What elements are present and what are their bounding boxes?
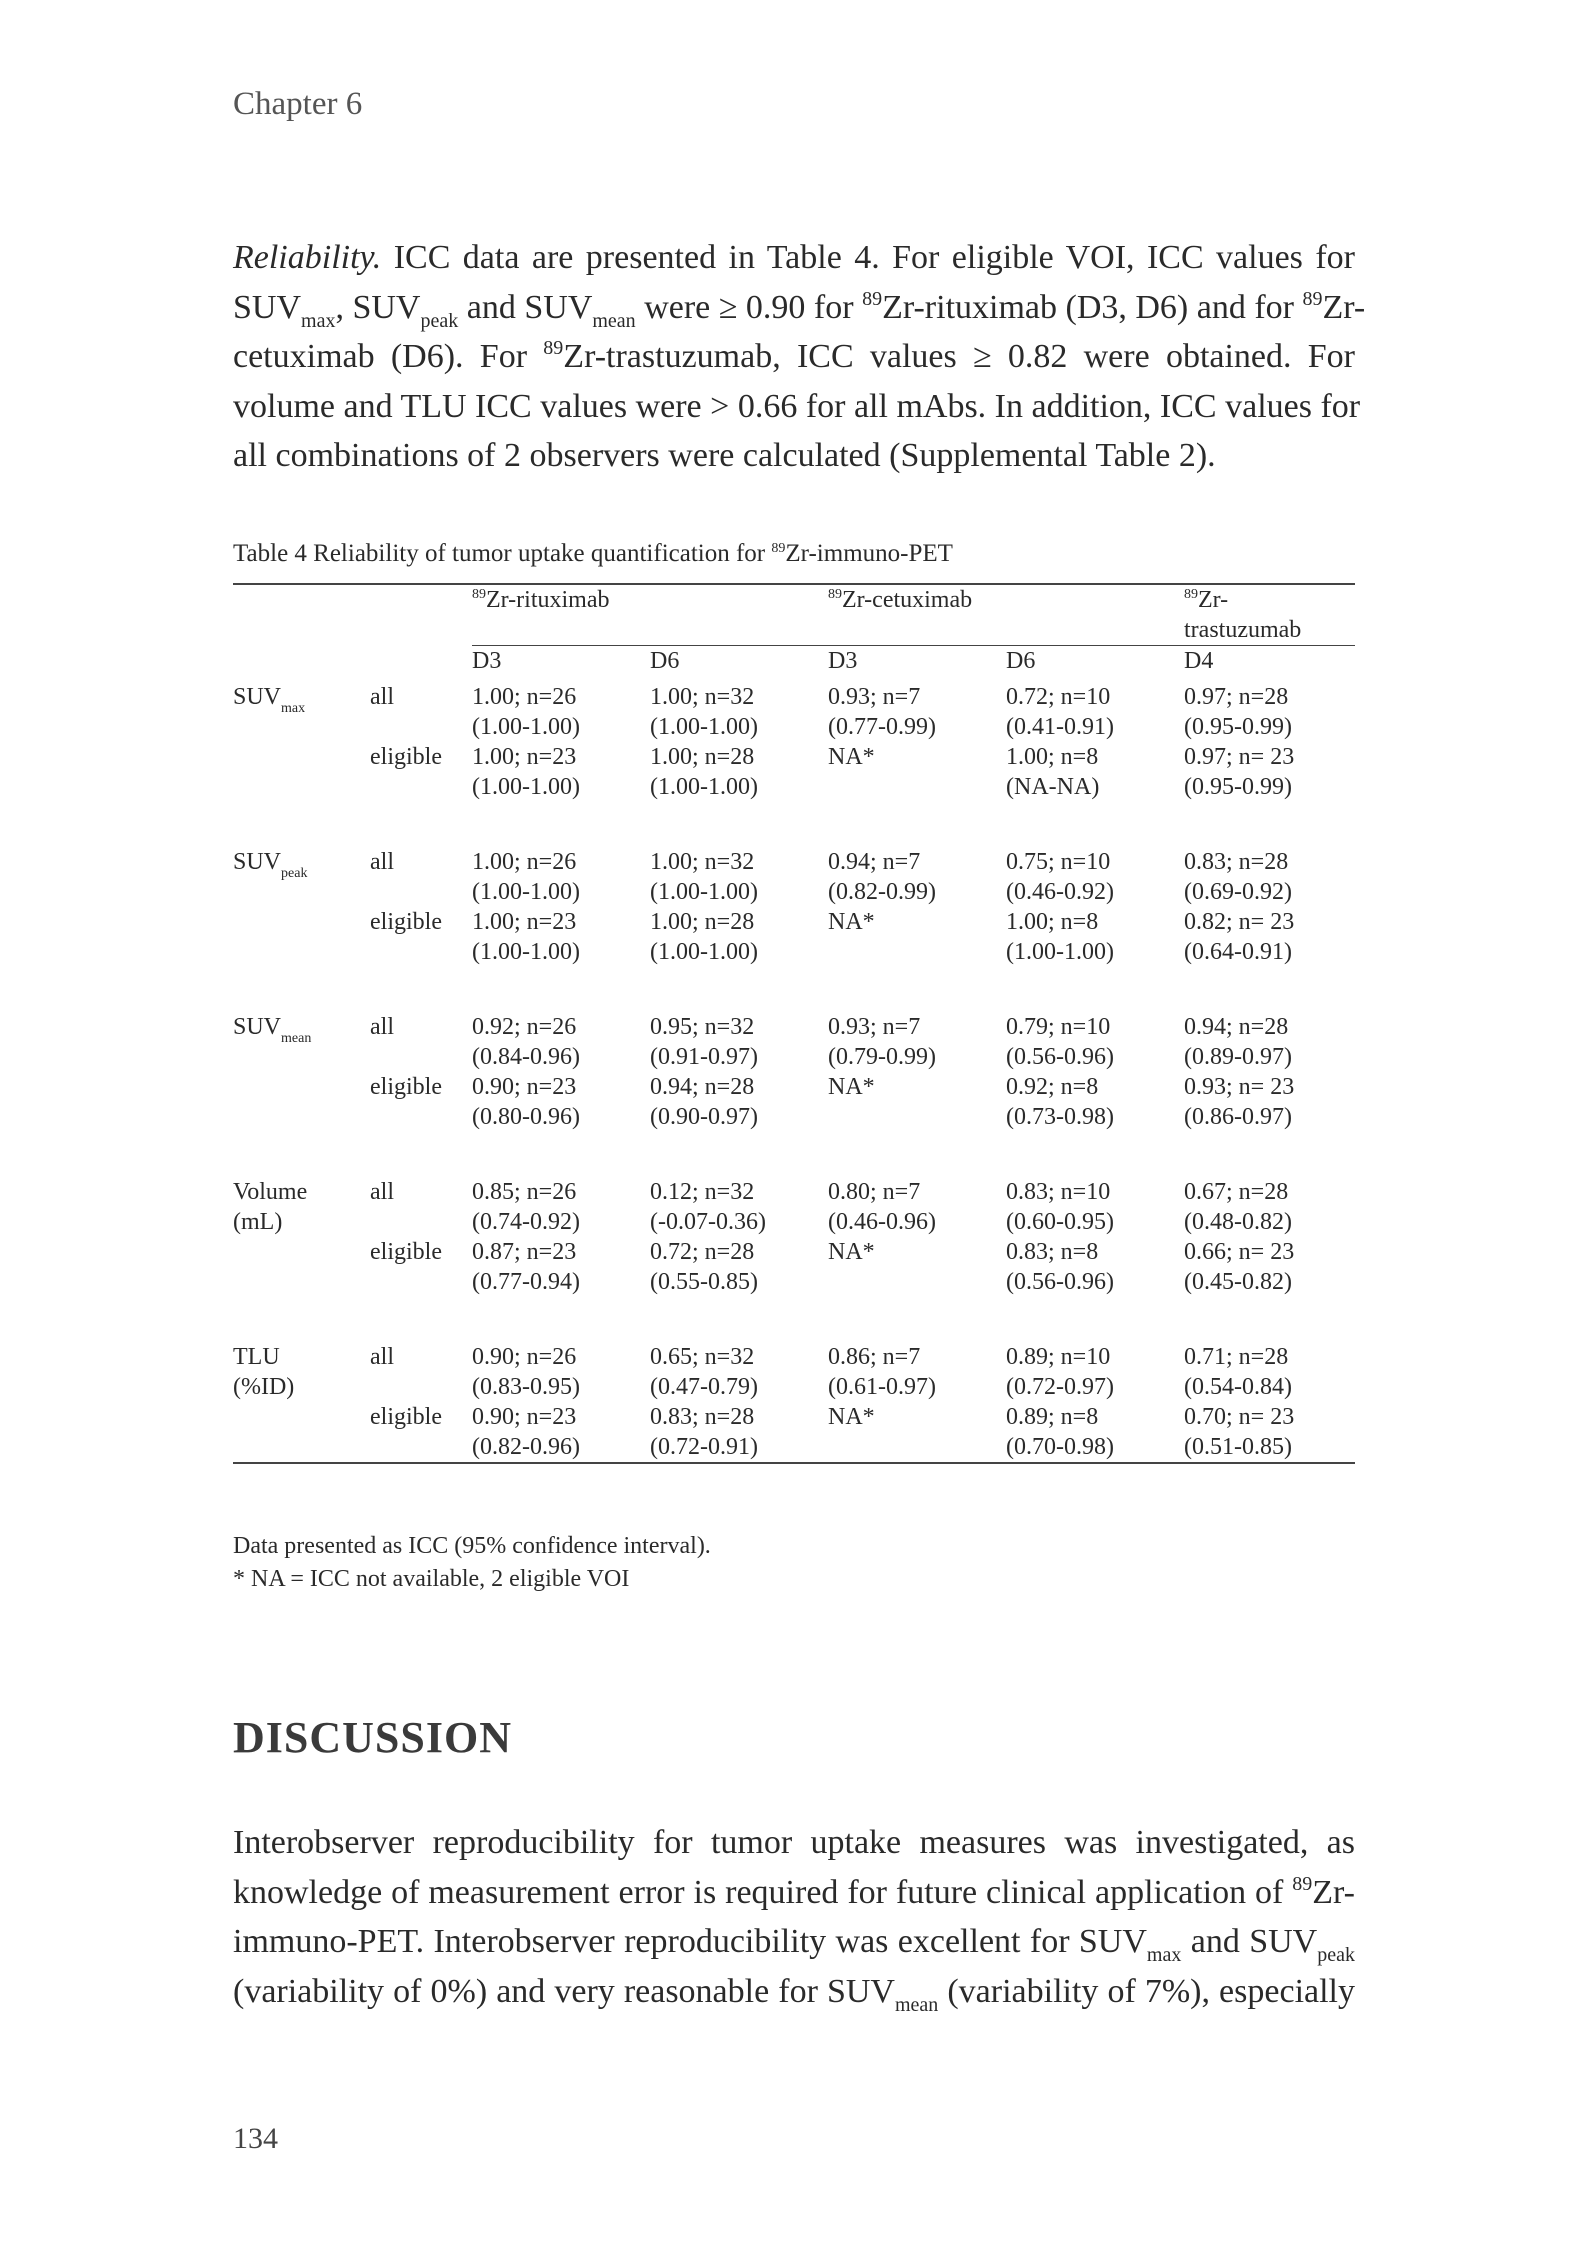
cell-value: 1.00; n=23 <box>472 909 577 935</box>
measure-label <box>233 1072 370 1132</box>
cell-value: 0.75; n=10 <box>1006 849 1111 875</box>
measure-name: SUV <box>233 684 282 710</box>
table-cell <box>472 742 650 802</box>
table-cell <box>828 907 1006 967</box>
table-cell <box>828 742 1006 802</box>
table-cell <box>828 1342 1006 1402</box>
empty-cell <box>233 584 370 646</box>
table-cell <box>1006 847 1184 907</box>
empty-cell <box>233 646 370 683</box>
cell-value: 0.70; n= 23 <box>1184 1404 1295 1430</box>
cell-interval: (NA-NA) <box>1006 774 1100 800</box>
table-cell <box>1006 1012 1184 1072</box>
cell-interval: (1.00-1.00) <box>650 714 758 740</box>
cell-interval: (1.00-1.00) <box>472 714 580 740</box>
row-label: eligible <box>370 1402 472 1463</box>
table-note: * NA = ICC not available, 2 eligible VOI <box>233 1566 630 1592</box>
subscript: peak <box>1317 1944 1355 1966</box>
cell-interval: (0.80-0.96) <box>472 1104 580 1130</box>
cell-value: 0.83; n=28 <box>650 1404 755 1430</box>
cell-value: 0.94; n=7 <box>828 849 921 875</box>
superscript: 89 <box>862 287 883 310</box>
table-row <box>233 1177 1355 1237</box>
cell-interval: (0.89-0.97) <box>1184 1044 1292 1070</box>
discussion-line-1: Interobserver reproducibility for tumor uptake measures was investigated, as <box>233 1824 1355 1861</box>
cell-value: 0.93; n=7 <box>828 1014 921 1040</box>
text-run: SUV <box>233 288 302 326</box>
subscript: max <box>281 701 306 716</box>
measure-name: TLU <box>233 1344 280 1370</box>
cell-interval: (0.79-0.99) <box>828 1044 936 1070</box>
cell-value: 0.71; n=28 <box>1184 1344 1289 1370</box>
cell-value: 0.97; n=28 <box>1184 684 1289 710</box>
cell-interval: (0.90-0.97) <box>650 1104 758 1130</box>
cell-value: 0.86; n=7 <box>828 1344 921 1370</box>
cell-value: NA* <box>828 909 875 935</box>
text-run: Zr- <box>1198 587 1229 613</box>
cell-interval: (0.77-0.94) <box>472 1269 580 1295</box>
text-run: Zr-rituximab (D3, D6) and for <box>882 288 1303 326</box>
group-header-cetuximab <box>828 584 1184 646</box>
text-run: (variability of 0%) and very reasonable for SUV <box>233 1972 895 2010</box>
text-run: knowledge of measurement error is required for future clinical application of <box>233 1873 1293 1911</box>
table-row <box>233 742 1355 802</box>
table-cell <box>1006 1177 1184 1237</box>
group-header-trastuzumab <box>1184 584 1355 646</box>
reliability-line-5: all combinations of 2 observers were calculated (Supplemental Table 2). <box>233 437 1216 474</box>
day-header: D3 <box>828 646 1006 683</box>
cell-value: 1.00; n=32 <box>650 684 755 710</box>
reliability-line-2 <box>233 283 1366 333</box>
cell-value: 1.00; n=32 <box>650 849 755 875</box>
text-run: trastuzumab <box>1184 617 1302 643</box>
text-run: Zr-cetuximab <box>842 587 973 613</box>
cell-interval: (0.69-0.92) <box>1184 879 1292 905</box>
table-cell <box>828 1072 1006 1132</box>
text-run: were ≥ 0.90 for <box>635 288 863 326</box>
table-cell <box>1184 1237 1355 1297</box>
cell-interval: (0.91-0.97) <box>650 1044 758 1070</box>
superscript: 89 <box>771 541 786 556</box>
table-cell <box>1184 907 1355 967</box>
cell-interval: (1.00-1.00) <box>472 774 580 800</box>
table-cell <box>650 1342 828 1402</box>
text-run: Zr-trastuzumab, ICC values ≥ 0.82 were obtained. For <box>563 338 1355 375</box>
measure-label <box>233 1342 370 1402</box>
text-run: Zr- <box>1312 1873 1355 1911</box>
measure-label <box>233 1177 370 1237</box>
discussion-line-3 <box>233 1917 1355 1967</box>
table-cell <box>472 1012 650 1072</box>
text-run: Table 4 Reliability of tumor uptake quantification for <box>233 540 772 567</box>
cell-value: 0.80; n=7 <box>828 1179 921 1205</box>
text-run: ICC data are presented in Table 4. For eligible VOI, ICC values for <box>381 239 1355 276</box>
table-cell <box>650 907 828 967</box>
table-cell <box>650 1072 828 1132</box>
cell-interval: (1.00-1.00) <box>650 774 758 800</box>
table-cell <box>650 1402 828 1463</box>
table-cell <box>1006 907 1184 967</box>
table-cell <box>472 1342 650 1402</box>
spacer-cell <box>233 1297 1355 1342</box>
cell-value: 0.82; n= 23 <box>1184 909 1295 935</box>
cell-value: 0.93; n=7 <box>828 684 921 710</box>
cell-value: 1.00; n=28 <box>650 909 755 935</box>
cell-interval: (0.55-0.85) <box>650 1269 758 1295</box>
measure-name: Volume <box>233 1179 308 1205</box>
table-cell <box>1006 682 1184 742</box>
cell-interval: (0.46-0.92) <box>1006 879 1114 905</box>
table-cell <box>828 682 1006 742</box>
cell-value: 1.00; n=26 <box>472 849 577 875</box>
cell-value: 0.83; n=10 <box>1006 1179 1111 1205</box>
page-number: 134 <box>233 2122 278 2155</box>
table-cell <box>1006 1402 1184 1463</box>
cell-interval: (0.56-0.96) <box>1006 1269 1114 1295</box>
reliability-paragraph <box>233 233 1366 481</box>
section-heading: DISCUSSION <box>233 1713 512 1762</box>
cell-interval: (0.74-0.92) <box>472 1209 580 1235</box>
table-cell <box>472 1237 650 1297</box>
day-header: D4 <box>1184 646 1355 683</box>
table-cell <box>472 907 650 967</box>
table-cell <box>650 1177 828 1237</box>
cell-value: 0.72; n=28 <box>650 1239 755 1265</box>
table-cell <box>650 682 828 742</box>
subscript: mean <box>592 309 636 332</box>
discussion-line-2 <box>233 1868 1355 1918</box>
cell-interval: (-0.07-0.36) <box>650 1209 766 1235</box>
cell-value: 0.94; n=28 <box>1184 1014 1289 1040</box>
cell-value: 0.90; n=23 <box>472 1404 577 1430</box>
cell-value: 0.67; n=28 <box>1184 1179 1289 1205</box>
cell-interval: (0.82-0.96) <box>472 1434 580 1460</box>
reliability-line-4: volume and TLU ICC values were > 0.66 for all mAbs. In addition, ICC values for <box>233 387 1361 425</box>
row-label: eligible <box>370 909 442 935</box>
measure-label <box>233 1012 370 1072</box>
table-notes <box>233 1530 711 1596</box>
subscript: peak <box>281 866 308 881</box>
table-cell <box>650 742 828 802</box>
row-label: eligible <box>370 1074 442 1100</box>
text-run: Zr-immuno-PET <box>785 540 953 567</box>
row-label: all <box>370 1344 394 1370</box>
row-label: eligible <box>370 1239 442 1265</box>
group-header-rituximab <box>472 584 828 646</box>
table-row <box>233 1012 1355 1072</box>
table-cell <box>1006 1342 1184 1402</box>
table-caption <box>233 540 953 568</box>
table-cell <box>1184 847 1355 907</box>
reliability-line-1 <box>233 233 1355 283</box>
table-row <box>233 1237 1355 1297</box>
cell-value: 0.93; n= 23 <box>1184 1074 1295 1100</box>
day-header: D3 <box>472 646 650 683</box>
superscript: 89 <box>1292 1872 1313 1895</box>
cell-value: 0.97; n= 23 <box>1184 744 1295 770</box>
table-cell <box>650 847 828 907</box>
cell-interval: (0.41-0.91) <box>1006 714 1114 740</box>
cell-value: 0.90; n=26 <box>472 1344 577 1370</box>
cell-interval: (0.83-0.95) <box>472 1374 580 1400</box>
table-cell <box>1184 1177 1355 1237</box>
empty-cell <box>370 584 472 646</box>
spacer-row <box>233 1297 1355 1342</box>
table-cell <box>1184 1342 1355 1402</box>
reliability-line-3 <box>233 332 1355 382</box>
row-label: all <box>370 1179 394 1205</box>
cell-interval: (1.00-1.00) <box>650 879 758 905</box>
text-run: Zr- <box>1322 288 1366 326</box>
spacer-cell <box>233 967 1355 1012</box>
row-label: all <box>370 684 394 710</box>
cell-value: 0.66; n= 23 <box>1184 1239 1295 1265</box>
cell-value: 0.83; n=28 <box>1184 849 1289 875</box>
table-group-header-row <box>233 584 1355 646</box>
cell-value: 0.92; n=8 <box>1006 1074 1099 1100</box>
measure-label <box>233 1237 370 1297</box>
measure-unit: (mL) <box>233 1209 283 1235</box>
superscript: 89 <box>1184 587 1198 602</box>
cell-interval: (0.46-0.96) <box>828 1209 936 1235</box>
cell-interval: (1.00-1.00) <box>472 879 580 905</box>
cell-interval: (0.77-0.99) <box>828 714 936 740</box>
cell-value: NA* <box>828 1239 875 1265</box>
table-cell <box>828 1177 1006 1237</box>
table-row <box>233 682 1355 742</box>
cell-interval: (0.60-0.95) <box>1006 1209 1114 1235</box>
text-run: (variability of 7%), especially <box>938 1972 1355 2010</box>
table-cell <box>1184 742 1355 802</box>
table-cell <box>472 1402 650 1463</box>
cell-value: NA* <box>828 744 875 770</box>
subscript: mean <box>281 1031 312 1046</box>
cell-value: 0.90; n=23 <box>472 1074 577 1100</box>
superscript: 89 <box>472 587 486 602</box>
subscript: max <box>1146 1944 1182 1966</box>
table-cell <box>828 1237 1006 1297</box>
cell-value: 0.87; n=23 <box>472 1239 577 1265</box>
row-label: eligible <box>370 744 442 770</box>
table-row <box>233 1402 1355 1463</box>
cell-interval: (0.45-0.82) <box>1184 1269 1292 1295</box>
cell-value: 0.92; n=26 <box>472 1014 577 1040</box>
cell-value: 1.00; n=8 <box>1006 744 1099 770</box>
cell-value: 0.12; n=32 <box>650 1179 755 1205</box>
table-cell <box>1184 1402 1355 1463</box>
spacer-cell <box>233 802 1355 847</box>
cell-value: 0.85; n=26 <box>472 1179 577 1205</box>
measure-label <box>233 742 370 802</box>
text-run: cetuximab (D6). For <box>233 338 544 375</box>
discussion-paragraph <box>233 1818 1355 2016</box>
cell-value: 1.00; n=8 <box>1006 909 1099 935</box>
cell-interval: (0.95-0.99) <box>1184 714 1292 740</box>
measure-name: SUV <box>233 1014 282 1040</box>
text-run: , SUV <box>335 288 421 326</box>
text-run: and SUV <box>458 288 593 326</box>
empty-cell <box>370 646 472 683</box>
superscript: 89 <box>828 587 842 602</box>
table-cell <box>828 1012 1006 1072</box>
cell-interval: (0.82-0.99) <box>828 879 936 905</box>
measure-unit: (%ID) <box>233 1374 295 1400</box>
text-run: and SUV <box>1181 1923 1318 1960</box>
cell-interval: (0.56-0.96) <box>1006 1044 1114 1070</box>
cell-interval: (0.95-0.99) <box>1184 774 1292 800</box>
table-day-header-row <box>233 646 1355 683</box>
cell-value: 0.94; n=28 <box>650 1074 755 1100</box>
spacer-cell <box>233 1132 1355 1177</box>
day-header: D6 <box>1006 646 1184 683</box>
cell-interval: (0.73-0.98) <box>1006 1104 1114 1130</box>
cell-interval: (0.47-0.79) <box>650 1374 758 1400</box>
cell-value: 0.65; n=32 <box>650 1344 755 1370</box>
spacer-row <box>233 1132 1355 1177</box>
cell-value: 1.00; n=23 <box>472 744 577 770</box>
spacer-row <box>233 967 1355 1012</box>
table-cell <box>650 1237 828 1297</box>
measure-label <box>233 1402 370 1463</box>
cell-value: 0.83; n=8 <box>1006 1239 1099 1265</box>
cell-value: 0.89; n=10 <box>1006 1344 1111 1370</box>
cell-value: 1.00; n=28 <box>650 744 755 770</box>
subscript: mean <box>894 1993 939 2016</box>
cell-value: 0.72; n=10 <box>1006 684 1111 710</box>
table-cell <box>1006 1072 1184 1132</box>
cell-value: 0.95; n=32 <box>650 1014 755 1040</box>
spacer-row <box>233 802 1355 847</box>
cell-interval: (0.51-0.85) <box>1184 1434 1292 1460</box>
cell-value: 1.00; n=26 <box>472 684 577 710</box>
superscript: 89 <box>1302 287 1323 310</box>
cell-interval: (0.72-0.97) <box>1006 1374 1114 1400</box>
subscript: peak <box>420 309 459 332</box>
cell-interval: (0.54-0.84) <box>1184 1374 1292 1400</box>
cell-value: NA* <box>828 1074 875 1100</box>
cell-value: NA* <box>828 1404 875 1430</box>
text-run: Zr-rituximab <box>486 587 610 613</box>
text-run: immuno-PET. Interobserver reproducibility was excellent for SUV <box>233 1923 1147 1960</box>
superscript: 89 <box>543 337 564 359</box>
table-row <box>233 907 1355 967</box>
table-cell <box>472 1072 650 1132</box>
table-cell <box>472 682 650 742</box>
table-cell <box>472 847 650 907</box>
cell-interval: (1.00-1.00) <box>1006 939 1114 965</box>
table-row <box>233 1072 1355 1132</box>
table-note: Data presented as ICC (95% confidence interval). <box>233 1533 711 1559</box>
table-cell <box>1184 1012 1355 1072</box>
row-label: all <box>370 849 394 875</box>
cell-interval: (1.00-1.00) <box>650 939 758 965</box>
cell-interval: (0.70-0.98) <box>1006 1434 1114 1460</box>
table-cell <box>1006 1237 1184 1297</box>
cell-interval: (0.64-0.91) <box>1184 939 1292 965</box>
cell-interval: (1.00-1.00) <box>472 939 580 965</box>
measure-label <box>233 847 370 907</box>
table-cell <box>650 1012 828 1072</box>
cell-interval: (0.61-0.97) <box>828 1374 936 1400</box>
table-cell <box>472 1177 650 1237</box>
chapter-header: Chapter 6 <box>233 86 363 122</box>
table-cell <box>1184 682 1355 742</box>
measure-name: SUV <box>233 849 282 875</box>
cell-interval: (0.86-0.97) <box>1184 1104 1292 1130</box>
cell-value: 0.79; n=10 <box>1006 1014 1111 1040</box>
discussion-line-4 <box>233 1967 1355 2017</box>
reliability-lead: Reliability. <box>233 239 382 276</box>
day-header: D6 <box>650 646 828 683</box>
cell-interval: (0.84-0.96) <box>472 1044 580 1070</box>
table-row <box>233 847 1355 907</box>
measure-label <box>233 907 370 967</box>
table-row <box>233 1342 1355 1402</box>
table-cell <box>828 847 1006 907</box>
row-label: all <box>370 1014 394 1040</box>
cell-interval: (0.48-0.82) <box>1184 1209 1292 1235</box>
subscript: max <box>301 309 336 332</box>
reliability-table <box>233 583 1355 1464</box>
table-cell <box>828 1402 1006 1463</box>
cell-interval: (0.72-0.91) <box>650 1434 758 1460</box>
table-cell <box>1184 1072 1355 1132</box>
table-cell <box>1006 742 1184 802</box>
measure-label <box>233 682 370 742</box>
cell-value: 0.89; n=8 <box>1006 1404 1099 1430</box>
